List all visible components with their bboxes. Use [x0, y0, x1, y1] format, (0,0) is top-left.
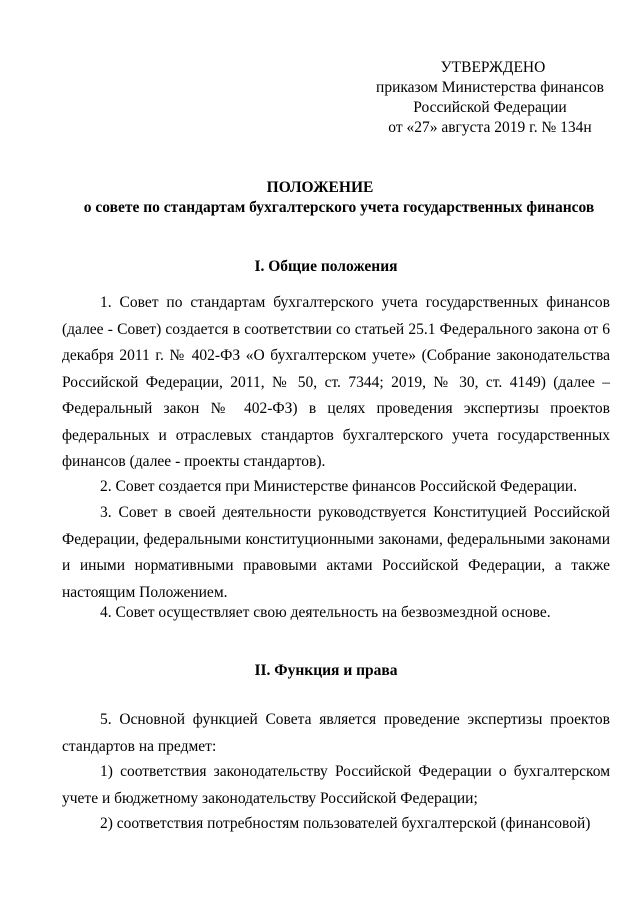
- approval-stamp: [370, 58, 610, 138]
- document-title: [0, 178, 640, 218]
- paragraph-5-item-2: 2) соответствия потребностям пользователей бухгалтерской (финансовой): [100, 815, 591, 832]
- paragraph-1: 1. Совет по стандартам бухгалтерского учета государственных финансов (далее - Совет) создается в соответствии со статьей 25.1 Федерального закона от 6 декабря 2011 г. № 402-ФЗ «О бухгалтерском учете» (Собрание законодательства Российской Федерации, 2011, № 50, ст. 7344; 2019, № 30, ст. 4149) (далее – Федеральный закон № 402-ФЗ) в целях проведения экспертизы проектов федеральных и отраслевых стандартов бухгалтерского учета государственных финансов (далее - проекты стандартов).: [62, 294, 610, 470]
- approval-heading: УТВЕРЖДЕНО: [440, 59, 546, 76]
- paragraph-4: 4. Совет осуществляет свою деятельность на безвозмездной основе.: [100, 604, 551, 621]
- paragraph-5-item-1: 1) соответствия законодательству Российской Федерации о бухгалтерском учете и бюджетному законодательству Российской Федерации;: [62, 763, 610, 807]
- approval-org-line: Российской Федерации: [413, 99, 567, 116]
- document-title-main: ПОЛОЖЕНИЕ: [266, 179, 374, 196]
- approval-date-line: от «27» августа 2019 г. № 134н: [388, 119, 592, 136]
- approval-order-line: приказом Министерства финансов: [376, 79, 604, 96]
- paragraph-3: 3. Совет в своей деятельности руководствуется Конституцией Российской Федерации, федеральными конституционными законами, федеральными законами и иными нормативными правовыми актами Российской Федерации, а также настоящим Положением.: [62, 504, 610, 601]
- section-heading-1: I. Общие положения: [254, 258, 398, 275]
- document-subtitle: о совете по стандартам бухгалтерского учета государственных финансов: [83, 199, 595, 216]
- section-heading-2: II. Функция и права: [254, 662, 398, 679]
- paragraph-5: 5. Основной функцией Совета является проведение экспертизы проектов стандартов на предмет:: [62, 711, 610, 755]
- paragraph-2: 2. Совет создается при Министерстве финансов Российской Федерации.: [100, 478, 578, 495]
